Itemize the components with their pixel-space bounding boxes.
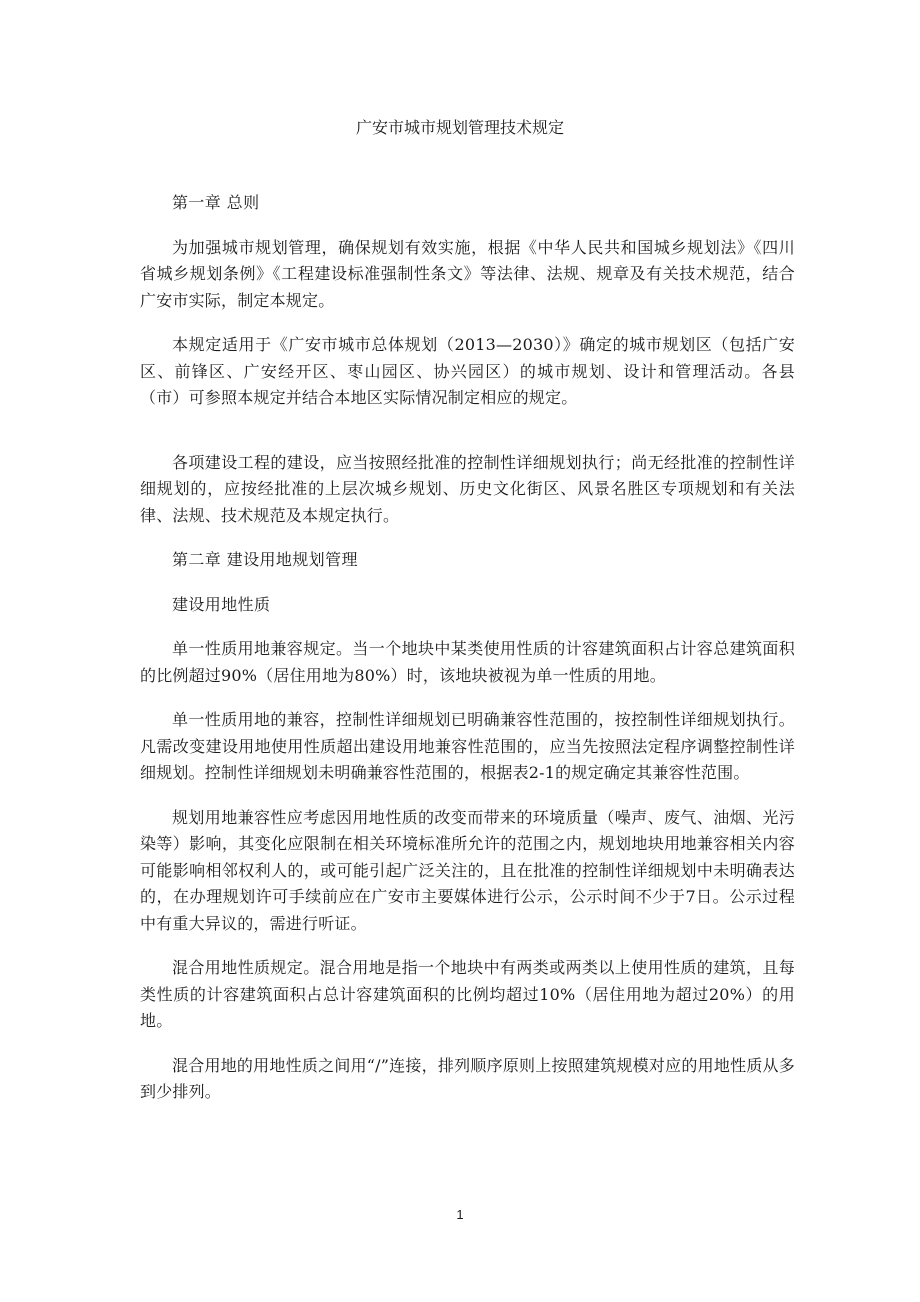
paragraph-purpose: 为加强城市规划管理，确保规划有效实施，根据《中华人民共和国城乡规划法》《四川省城乡规划条例》《工程建设标准强制性条文》等法律、法规、规章及有关技术规范，结合广安市实际，制定本规定。 (140, 237, 795, 310)
chapter-1-heading: 第一章 总则 (172, 193, 260, 212)
paragraph-single-use-rule: 单一性质用地兼容规定。当一个地块中某类使用性质的计容建筑面积占计容总建筑面积的比例超过90%（居住用地为80%）时，该地块被视为单一性质的用地。 (140, 639, 795, 685)
section-heading-land-use: 建设用地性质 (172, 594, 271, 614)
document-body (140, 190, 795, 1106)
page-number: 1 (456, 1207, 464, 1222)
paragraph-scope: 本规定适用于《广安市城市总体规划（2013—2030）》确定的城市规划区（包括广安区、前锋区、广安经开区、枣山园区、协兴园区）的城市规划、设计和管理活动。各县（市）可参照本规定并结合本地区实际情况制定相应的规定。 (140, 335, 795, 407)
paragraph-environmental-impact: 规划用地兼容性应考虑因用地性质的改变而带来的环境质量（噪声、废气、油烟、光污染等）影响，其变化应限制在相关环境标准所允许的范围之内，规划地块用地兼容相关内容可能影响相邻权利人的，或可能引起广泛关注的，且在批准的控制性详细规划中未明确表达的，在办理规划许可手续前应在广安市主要媒体进行公示，公示时间不少于7日。公示过程中有重大异议的，需进行听证。 (140, 807, 795, 933)
chapter-2-heading: 第二章 建设用地规划管理 (172, 550, 358, 569)
paragraph-mixed-use-rule: 混合用地性质规定。混合用地是指一个地块中有两类或两类以上使用性质的建筑，且每类性质的计容建筑面积占总计容建筑面积的比例均超过10%（居住用地为超过20%）的用地。 (140, 958, 795, 1030)
paragraph-single-use-compatibility: 单一性质用地的兼容，控制性详细规划已明确兼容性范围的，按控制性详细规划执行。凡需改变建设用地使用性质超出建设用地兼容性范围的，应当先按照法定程序调整控制性详细规划。控制性详细规划未明确兼容性范围的，根据表2-1的规定确定其兼容性范围。 (140, 710, 795, 782)
paragraph-mixed-use-notation: 混合用地的用地性质之间用“/”连接，排列顺序原则上按照建筑规模对应的用地性质从多到少排列。 (140, 1055, 795, 1101)
document-title: 广安市城市规划管理技术规定 (355, 118, 564, 137)
paragraph-construction-basis: 各项建设工程的建设，应当按照经批准的控制性详细规划执行；尚无经批准的控制性详细规划的，应按经批准的上层次城乡规划、历史文化街区、风景名胜区专项规划和有关法律、法规、技术规范及本规定执行。 (140, 452, 795, 525)
